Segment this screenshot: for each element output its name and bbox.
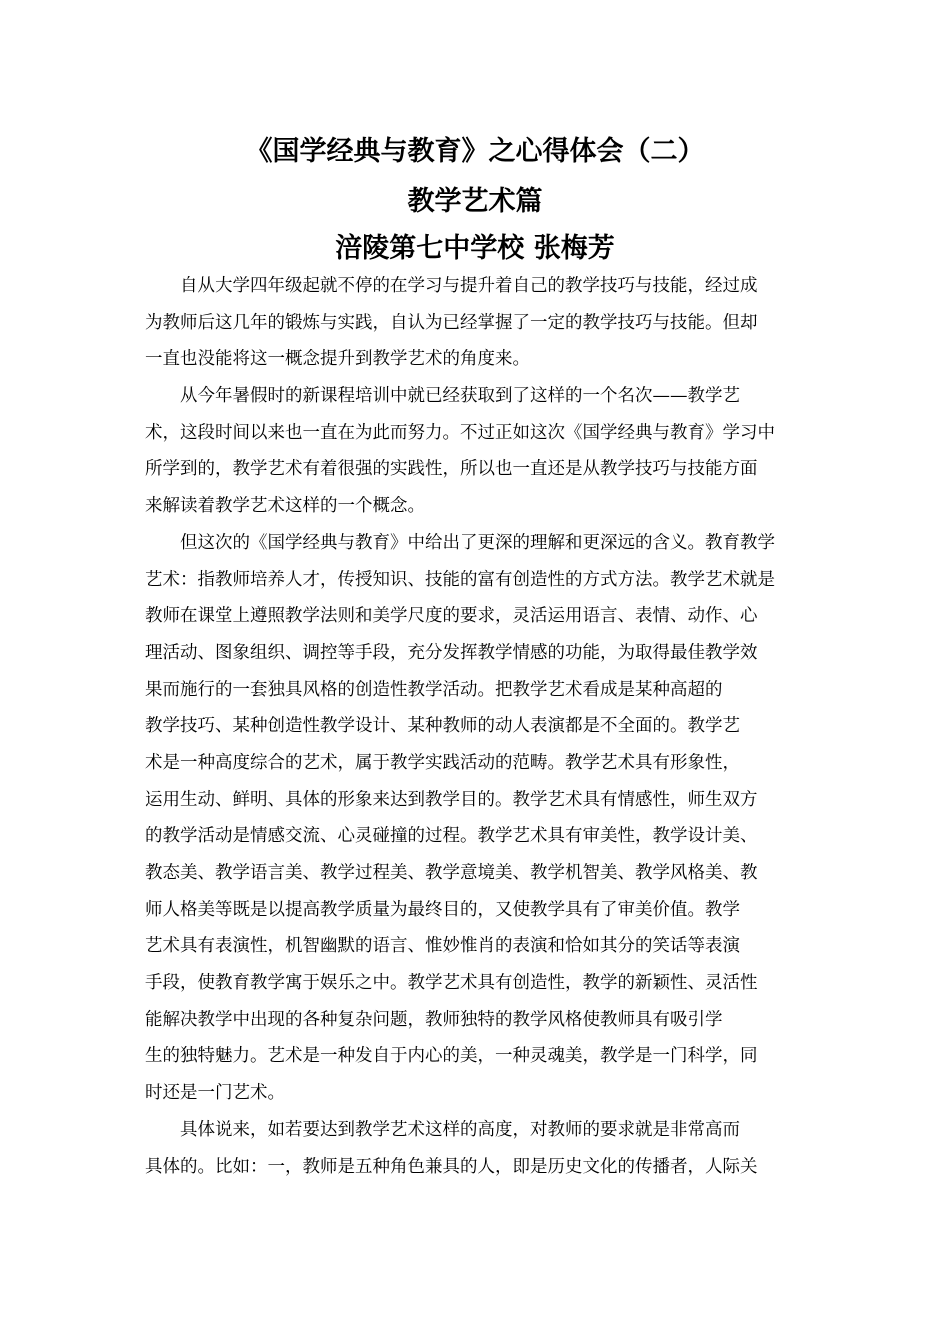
paragraph-line: 手段，使教育教学寓于娱乐之中。教学艺术具有创造性，教学的新颖性、灵活性 [145,973,758,994]
paragraph-line: 但这次的《国学经典与教育》中给出了更深的理解和更深远的含义。教育教学 [180,532,775,553]
paragraph-line: 术，这段时间以来也一直在为此而努力。不过正如这次《国学经典与教育》学习中 [145,422,775,443]
paragraph-line: 来解读着教学艺术这样的一个概念。 [145,496,425,517]
paragraph-line: 为教师后这几年的锻炼与实践，自认为已经掌握了一定的教学技巧与技能。但却 [145,312,758,333]
document-title: 《国学经典与教育》之心得体会（二） [245,136,705,167]
paragraph-line: 时还是一门艺术。 [145,1083,285,1104]
paragraph-line: 从今年暑假时的新课程培训中就已经获取到了这样的一个名次——教学艺 [180,386,740,407]
paragraph-line: 所学到的，教学艺术有着很强的实践性，所以也一直还是从教学技巧与技能方面 [145,459,758,480]
paragraph-line: 自从大学四年级起就不停的在学习与提升着自己的教学技巧与技能，经过成 [180,276,758,296]
paragraph-line: 一直也没能将这一概念提升到教学艺术的角度来。 [145,349,530,370]
paragraph-line: 术是一种高度综合的艺术，属于教学实践活动的范畴。教学艺术具有形象性， [145,752,740,773]
paragraph-line: 具体的。比如：一，教师是五种角色兼具的人，即是历史文化的传播者，人际关 [145,1156,758,1177]
paragraph-line: 教学技巧、某种创造性教学设计、某种教师的动人表演都是不全面的。教学艺 [145,716,740,737]
paragraph-line: 能解决教学中出现的各种复杂问题，教师独特的教学风格使教师具有吸引学 [145,1009,723,1030]
paragraph-line: 果而施行的一套独具风格的创造性教学活动。把教学艺术看成是某种高超的 [145,679,723,700]
author-line: 涪陵第七中学校 张梅芳 [335,233,615,264]
paragraph-line: 艺术：指教师培养人才，传授知识、技能的富有创造性的方式方法。教学艺术就是 [145,569,775,590]
body-text [145,268,807,1185]
paragraph-line: 生的独特魅力。艺术是一种发自于内心的美，一种灵魂美，教学是一门科学，同 [145,1046,758,1067]
paragraph-line: 运用生动、鲜明、具体的形象来达到教学目的。教学艺术具有情感性，师生双方 [145,789,758,810]
paragraph-line: 艺术具有表演性，机智幽默的语言、惟妙惟肖的表演和恰如其分的笑话等表演 [145,936,740,957]
document-subtitle: 教学艺术篇 [407,186,543,217]
paragraph-line: 具体说来，如若要达到教学艺术这样的高度，对教师的要求就是非常高而 [180,1119,740,1140]
paragraph-line: 教态美、教学语言美、教学过程美、教学意境美、教学机智美、教学风格美、教 [145,863,758,883]
paragraph-line: 师人格美等既是以提高教学质量为最终目的，又使教学具有了审美价值。教学 [145,899,740,920]
paragraph-line: 的教学活动是情感交流、心灵碰撞的过程。教学艺术具有审美性，教学设计美、 [145,826,758,847]
paragraph-line: 理活动、图象组织、调控等手段，充分发挥教学情感的功能，为取得最佳教学效 [145,642,758,663]
paragraph-line: 教师在课堂上遵照教学法则和美学尺度的要求，灵活运用语言、表情、动作、心 [145,606,758,627]
